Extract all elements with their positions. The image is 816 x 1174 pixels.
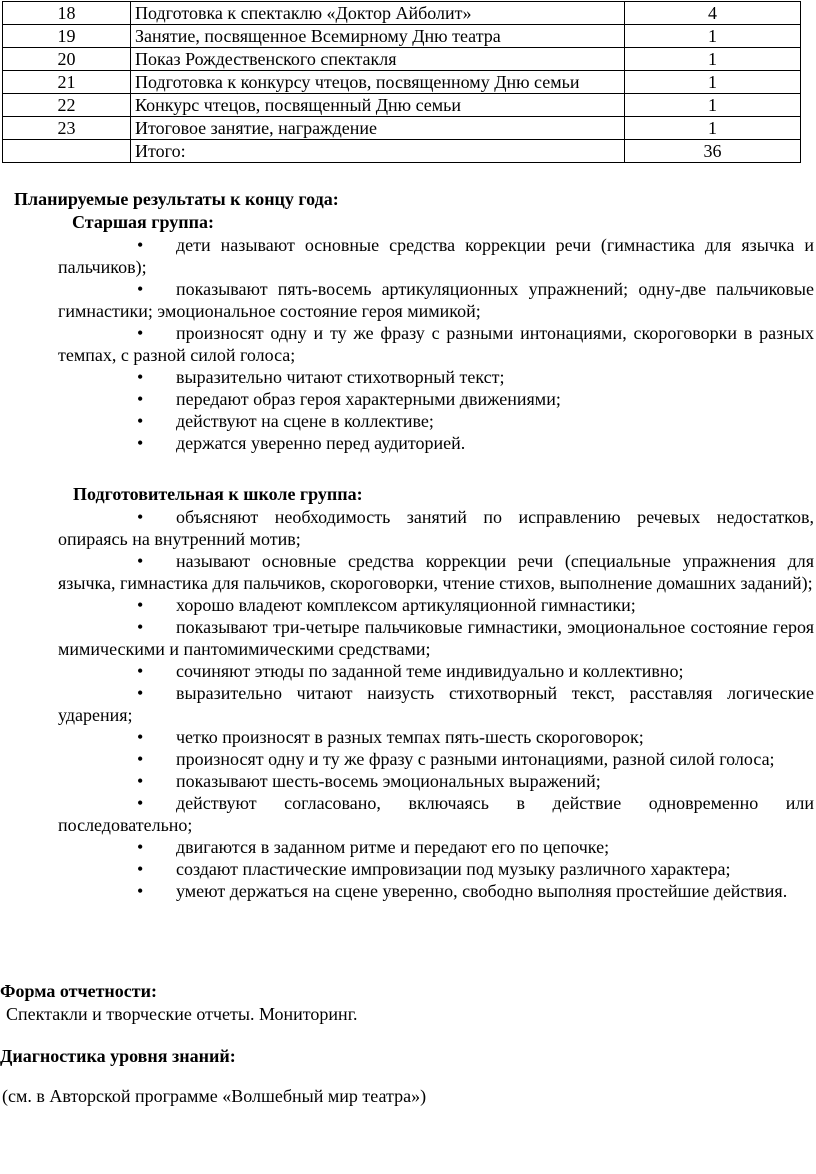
list-item-text: называют основные средства коррекции речи (специальные упражнения для язычка, гимнастика для пальчиков, скороговорки, чтение стихов, выполнение домашних заданий); bbox=[58, 551, 814, 593]
senior-results-list bbox=[58, 234, 814, 454]
bullet-icon: • bbox=[137, 771, 144, 791]
senior-results-block bbox=[58, 234, 814, 454]
num-cell: 23 bbox=[3, 117, 131, 140]
table-row bbox=[3, 71, 801, 94]
list-item bbox=[58, 388, 814, 410]
list-item bbox=[58, 748, 814, 770]
list-item-text: произносят одну и ту же фразу с разными интонациями, скороговорки в разных темпах, с разной силой голоса; bbox=[58, 323, 814, 365]
bullet-icon: • bbox=[137, 433, 144, 453]
hours-cell: 1 bbox=[625, 71, 801, 94]
name-cell: Занятие, посвященное Всемирному Дню театра bbox=[131, 25, 625, 48]
list-item-text: хорошо владеют комплексом артикуляционной гимнастики; bbox=[176, 595, 636, 615]
list-item bbox=[58, 858, 814, 880]
list-item-text: действуют согласовано, включаясь в действие одновременно или последовательно; bbox=[58, 793, 814, 835]
program-table bbox=[2, 1, 801, 163]
preparatory-results-list bbox=[58, 506, 814, 902]
list-item bbox=[58, 550, 814, 594]
bullet-icon: • bbox=[137, 683, 144, 703]
list-item-text: умеют держаться на сцене уверенно, свободно выполняя простейшие действия. bbox=[176, 881, 788, 901]
name-cell: Итого: bbox=[131, 140, 625, 163]
bullet-icon: • bbox=[137, 881, 144, 901]
list-item bbox=[58, 836, 814, 858]
hours-cell: 1 bbox=[625, 117, 801, 140]
results-heading: Планируемые результаты к концу года: bbox=[14, 189, 339, 209]
list-item-text: четко произносят в разных темпах пять-шесть скороговорок; bbox=[176, 727, 644, 747]
list-item-text: двигаются в заданном ритме и передают его по цепочке; bbox=[176, 837, 610, 857]
hours-cell: 1 bbox=[625, 25, 801, 48]
list-item bbox=[58, 770, 814, 792]
bullet-icon: • bbox=[137, 389, 144, 409]
bullet-icon: • bbox=[137, 367, 144, 387]
hours-cell: 4 bbox=[625, 2, 801, 25]
name-cell: Итоговое занятие, награждение bbox=[131, 117, 625, 140]
name-cell: Показ Рождественского спектакля bbox=[131, 48, 625, 71]
table-body bbox=[3, 2, 801, 163]
name-cell: Подготовка к спектаклю «Доктор Айболит» bbox=[131, 2, 625, 25]
list-item bbox=[58, 432, 814, 454]
senior-group-heading: Старшая группа: bbox=[72, 212, 214, 232]
num-cell: 19 bbox=[3, 25, 131, 48]
reporting-heading: Форма отчетности: bbox=[0, 981, 157, 1001]
bullet-icon: • bbox=[137, 661, 144, 681]
bullet-icon: • bbox=[137, 551, 144, 571]
hours-cell: 36 bbox=[625, 140, 801, 163]
list-item-text: создают пластические импровизации под музыку различного характера; bbox=[176, 859, 731, 879]
list-item-text: держатся уверенно перед аудиторией. bbox=[176, 433, 466, 453]
list-item-text: выразительно читают стихотворный текст; bbox=[176, 367, 505, 387]
diagnostics-text: (см. в Авторской программе «Волшебный мир театра») bbox=[2, 1086, 427, 1106]
list-item bbox=[58, 410, 814, 432]
bullet-icon: • bbox=[137, 279, 144, 299]
num-cell: 20 bbox=[3, 48, 131, 71]
list-item bbox=[58, 682, 814, 726]
list-item bbox=[58, 880, 814, 902]
num-cell: 18 bbox=[3, 2, 131, 25]
num-cell bbox=[3, 140, 131, 163]
list-item-text: передают образ героя характерными движениями; bbox=[176, 389, 561, 409]
table-row bbox=[3, 2, 801, 25]
list-item bbox=[58, 506, 814, 550]
diagnostics-heading: Диагностика уровня знаний: bbox=[0, 1046, 236, 1066]
bullet-icon: • bbox=[137, 235, 144, 255]
bullet-icon: • bbox=[137, 837, 144, 857]
table-row bbox=[3, 140, 801, 163]
list-item-text: сочиняют этюды по заданной теме индивидуально и коллективно; bbox=[176, 661, 684, 681]
list-item-text: произносят одну и ту же фразу с разными интонациями, разной силой голоса; bbox=[176, 749, 775, 769]
list-item-text: показывают шесть-восемь эмоциональных выражений; bbox=[176, 771, 601, 791]
list-item bbox=[58, 322, 814, 366]
table-row bbox=[3, 48, 801, 71]
list-item bbox=[58, 726, 814, 748]
list-item bbox=[58, 792, 814, 836]
list-item bbox=[58, 594, 814, 616]
table-row bbox=[3, 25, 801, 48]
name-cell: Конкурс чтецов, посвященный Дню семьи bbox=[131, 94, 625, 117]
bullet-icon: • bbox=[137, 859, 144, 879]
hours-cell: 1 bbox=[625, 48, 801, 71]
preparatory-group-heading: Подготовительная к школе группа: bbox=[73, 484, 363, 504]
bullet-icon: • bbox=[137, 507, 144, 527]
preparatory-results-block bbox=[58, 506, 814, 902]
hours-cell: 1 bbox=[625, 94, 801, 117]
list-item bbox=[58, 660, 814, 682]
bullet-icon: • bbox=[137, 617, 144, 637]
bullet-icon: • bbox=[137, 749, 144, 769]
list-item bbox=[58, 234, 814, 278]
name-cell: Подготовка к конкурсу чтецов, посвященному Дню семьи bbox=[131, 71, 625, 94]
num-cell: 22 bbox=[3, 94, 131, 117]
list-item-text: объясняют необходимость занятий по исправлению речевых недостатков, опираясь на внутренний мотив; bbox=[58, 507, 814, 549]
bullet-icon: • bbox=[137, 411, 144, 431]
bullet-icon: • bbox=[137, 727, 144, 747]
list-item-text: показывают три-четыре пальчиковые гимнастики, эмоциональное состояние героя мимическими и пантомимическими средствами; bbox=[58, 617, 814, 659]
list-item-text: дети называют основные средства коррекции речи (гимнастика для язычка и пальчиков); bbox=[58, 235, 814, 277]
list-item-text: показывают пять-восемь артикуляционных упражнений; одну-две пальчиковые гимнастики; эмоциональное состояние героя мимикой; bbox=[58, 279, 814, 321]
list-item-text: выразительно читают наизусть стихотворный текст, расставляя логические ударения; bbox=[58, 683, 814, 725]
list-item-text: действуют на сцене в коллективе; bbox=[176, 411, 434, 431]
list-item bbox=[58, 278, 814, 322]
table-row bbox=[3, 117, 801, 140]
num-cell: 21 bbox=[3, 71, 131, 94]
list-item bbox=[58, 616, 814, 660]
reporting-text: Спектакли и творческие отчеты. Мониторинг. bbox=[6, 1004, 358, 1024]
list-item bbox=[58, 366, 814, 388]
bullet-icon: • bbox=[137, 323, 144, 343]
table-row bbox=[3, 94, 801, 117]
bullet-icon: • bbox=[137, 595, 144, 615]
bullet-icon: • bbox=[137, 793, 144, 813]
